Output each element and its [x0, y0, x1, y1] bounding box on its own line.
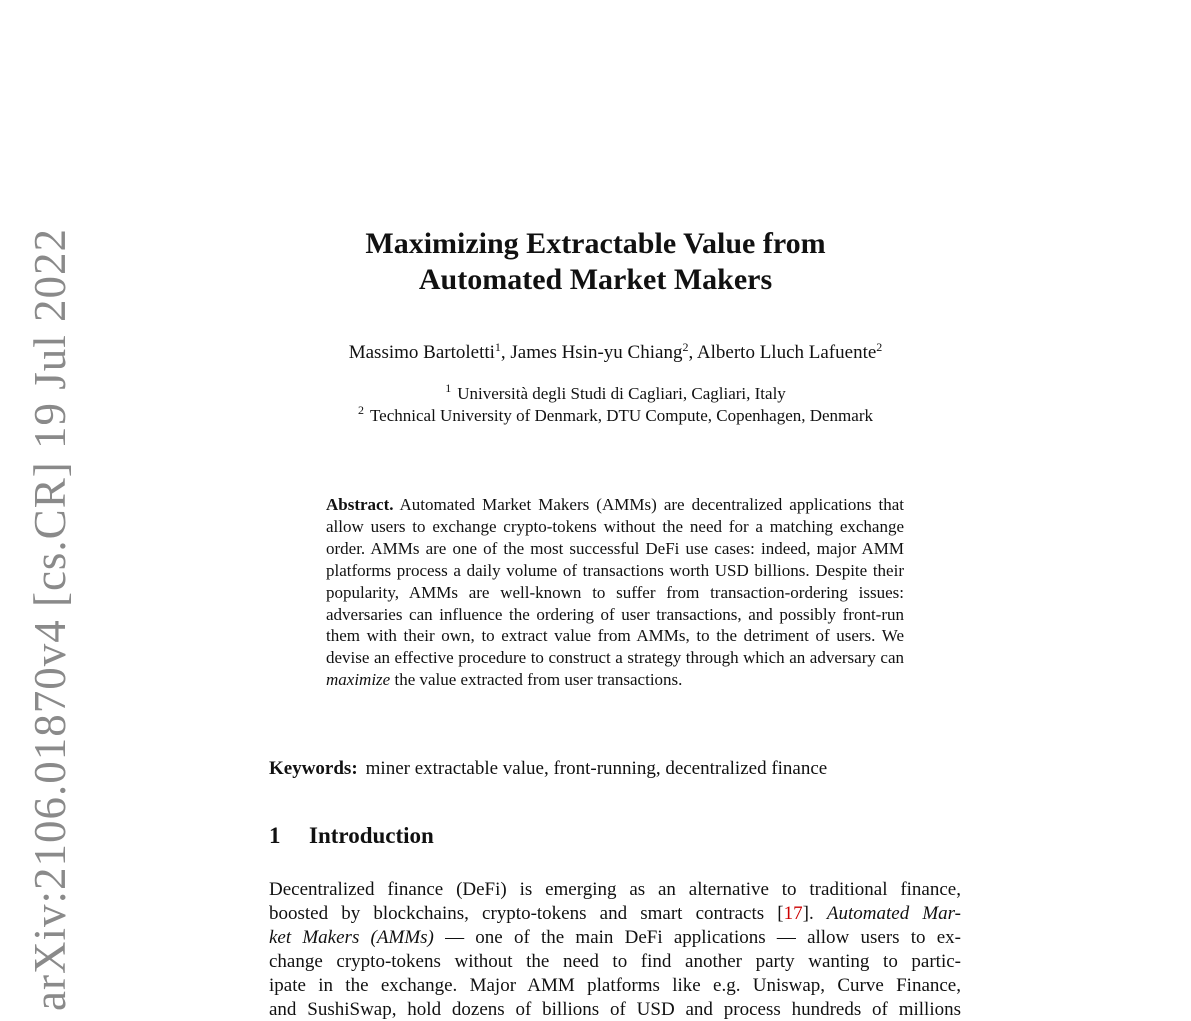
abstract-block — [326, 494, 904, 691]
author-affiliation-mark: 1 — [494, 340, 501, 354]
author-affiliation-mark: 2 — [682, 340, 689, 354]
affiliation-2 — [0, 405, 1191, 427]
affiliation-mark: 2 — [357, 403, 364, 417]
author-separator: , — [688, 342, 697, 363]
section-number: 1 — [269, 823, 281, 848]
paragraph-text: boosted by blockchains, crypto-tokens and smart contracts [ — [269, 902, 784, 924]
paper-title-line-2: Automated Market Makers — [418, 263, 773, 296]
paragraph-line: ipate in the exchange. Major AMM platforms like e.g. Uniswap, Curve Finance, — [269, 974, 961, 996]
citation-link[interactable]: 17 — [783, 902, 803, 924]
paper-title-line-1: Maximizing Extractable Value from — [365, 227, 826, 260]
author-name: James Hsin-yu Chiang — [510, 342, 683, 363]
paragraph-text: ]. — [802, 902, 814, 924]
author-name: Massimo Bartoletti — [348, 342, 495, 363]
affiliation-text: Technical University of Denmark, DTU Compute, Copenhagen, Denmark — [369, 406, 873, 425]
paragraph-emphasis: Automated Mar- — [826, 902, 962, 924]
paragraph-line — [269, 926, 961, 950]
affiliation-1 — [0, 383, 1191, 405]
abstract-text: Automated Market Makers (AMMs) are decentralized applications that allow users to exchange crypto-tokens without the need for a matching exchange order. AMMs are one of the most successful DeFi use cases: indeed, major AMM platforms process a daily volume of transactions worth USD billions. Despite their popularity, AMMs are well-known to suffer from transaction-ordering issues: adversaries can influence the ordering of user transactions, and possibly front-run them with their own, to extract value from AMMs, to the detriment of users. We devise an effective procedure to construct a strategy through which an adversary can — [326, 495, 904, 668]
abstract-text-end: the value extracted from user transactions. — [394, 670, 683, 690]
keywords-line — [269, 757, 969, 781]
keywords-text: miner extractable value, front-running, decentralized finance — [365, 758, 828, 779]
arxiv-identifier-stamp: arXiv:2106.01870v4 [cs.CR] 19 Jul 2022 — [25, 228, 75, 1011]
paragraph-emphasis: ket Makers (AMMs) — [269, 926, 434, 948]
paragraph-line: change crypto-tokens without the need to find another party wanting to partic- — [269, 950, 961, 972]
keywords-label: Keywords: — [269, 758, 358, 779]
paragraph-line: Decentralized finance (DeFi) is emerging as an alternative to traditional finance, — [269, 879, 961, 900]
abstract-label: Abstract. — [326, 495, 394, 514]
paragraph-text: — one of the main DeFi applications — allow users to ex- — [445, 926, 962, 948]
section-title: Introduction — [309, 823, 434, 848]
author-list — [0, 340, 1191, 366]
section-heading — [269, 821, 434, 851]
author-name: Alberto Lluch Lafuente — [696, 342, 877, 363]
paragraph-line — [269, 902, 961, 926]
affiliation-mark: 1 — [445, 381, 452, 395]
author-separator: , — [500, 342, 511, 363]
paragraph-line: and SushiSwap, hold dozens of billions of USD and process hundreds of millions — [269, 998, 961, 1020]
affiliation-text: Università degli Studi di Cagliari, Cagliari, Italy — [457, 384, 786, 403]
introduction-paragraph — [269, 878, 961, 1021]
author-affiliation-mark: 2 — [876, 340, 883, 354]
paper-title — [0, 226, 1191, 298]
abstract-emphasis: maximize — [326, 670, 391, 690]
